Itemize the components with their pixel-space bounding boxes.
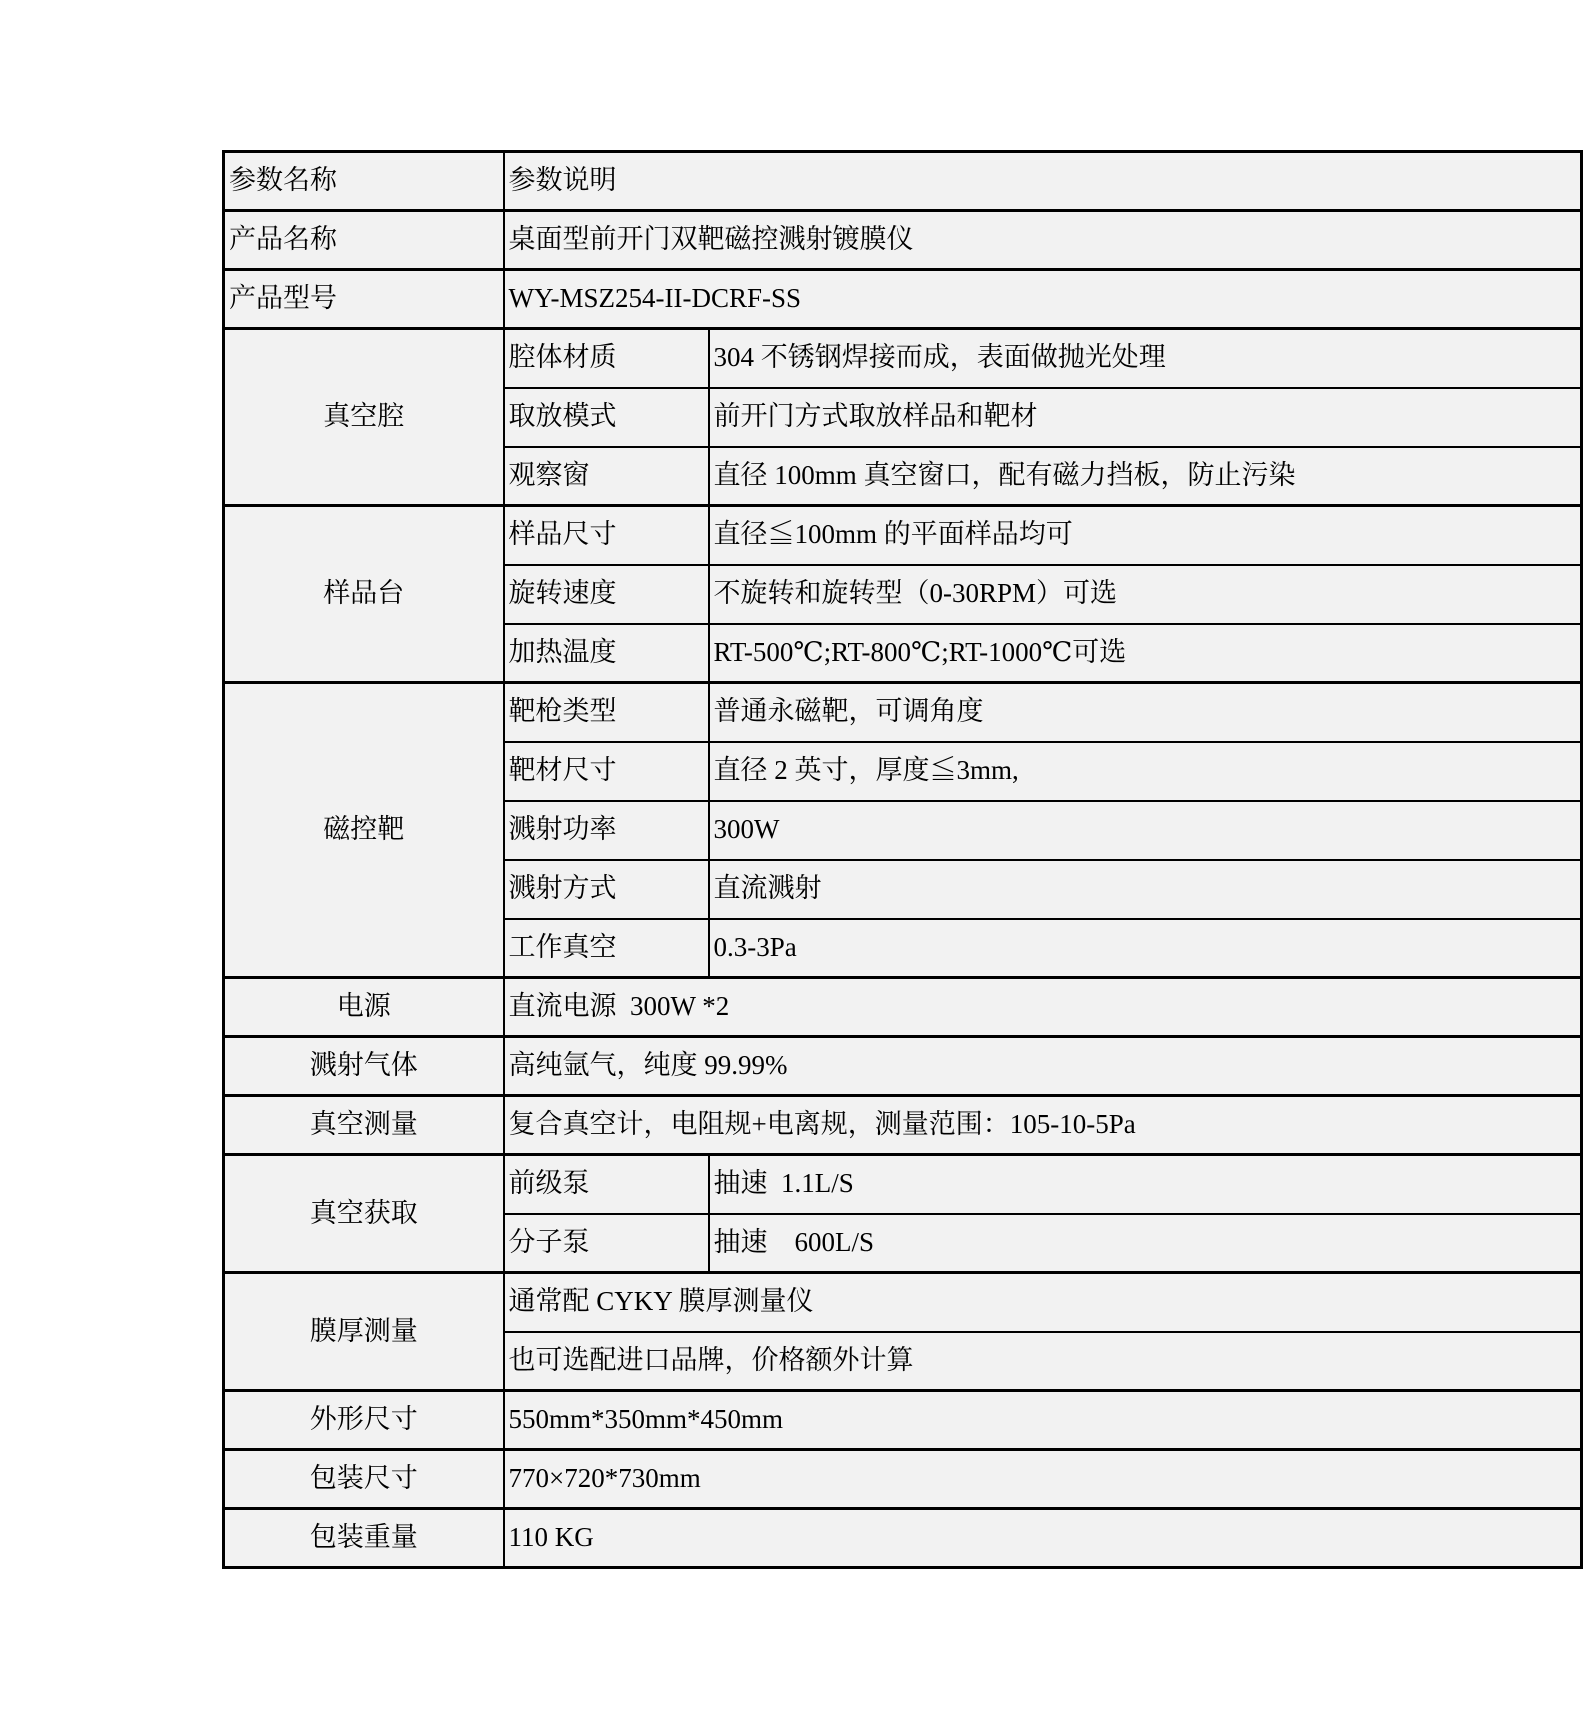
film-thickness-line-1: 也可选配进口品牌，价格额外计算	[504, 1332, 1582, 1391]
table-row	[224, 1509, 1582, 1568]
product-model-label: 产品型号	[224, 270, 504, 329]
vacuum-measurement-value: 复合真空计，电阻规+电离规，测量范围：105-10-5Pa	[504, 1096, 1582, 1155]
table-row	[224, 1273, 1582, 1332]
table-row	[224, 152, 1582, 211]
vacuum-acquisition-desc-1: 抽速 600L/S	[709, 1214, 1582, 1273]
table-row	[224, 329, 1582, 388]
magnetron-target-desc-3: 直流溅射	[709, 860, 1582, 919]
table-row	[224, 1037, 1582, 1096]
vacuum-acquisition-sub-0: 前级泵	[504, 1155, 709, 1214]
sample-stage-sub-0: 样品尺寸	[504, 506, 709, 565]
table-row	[224, 270, 1582, 329]
vacuum-acquisition-sub-1: 分子泵	[504, 1214, 709, 1273]
package-size-label: 包装尺寸	[224, 1450, 504, 1509]
film-thickness-label: 膜厚测量	[224, 1273, 504, 1391]
sample-stage-desc-1: 不旋转和旋转型（0-30RPM）可选	[709, 565, 1582, 624]
vacuum-chamber-sub-0: 腔体材质	[504, 329, 709, 388]
magnetron-target-sub-4: 工作真空	[504, 919, 709, 978]
vacuum-chamber-label: 真空腔	[224, 329, 504, 506]
magnetron-target-label: 磁控靶	[224, 683, 504, 978]
magnetron-target-desc-1: 直径 2 英寸，厚度≦3mm,	[709, 742, 1582, 801]
power-supply-value: 直流电源 300W *2	[504, 978, 1582, 1037]
dimensions-value: 550mm*350mm*450mm	[504, 1391, 1582, 1450]
magnetron-target-sub-3: 溅射方式	[504, 860, 709, 919]
dimensions-label: 外形尺寸	[224, 1391, 504, 1450]
table-row	[224, 978, 1582, 1037]
header-param-desc: 参数说明	[504, 152, 1582, 211]
vacuum-acquisition-desc-0: 抽速 1.1L/S	[709, 1155, 1582, 1214]
header-param-name: 参数名称	[224, 152, 504, 211]
package-weight-label: 包装重量	[224, 1509, 504, 1568]
table-row	[224, 1450, 1582, 1509]
vacuum-chamber-sub-1: 取放模式	[504, 388, 709, 447]
power-supply-label: 电源	[224, 978, 504, 1037]
sample-stage-label: 样品台	[224, 506, 504, 683]
sample-stage-desc-2: RT-500℃;RT-800℃;RT-1000℃可选	[709, 624, 1582, 683]
vacuum-chamber-sub-2: 观察窗	[504, 447, 709, 506]
magnetron-target-sub-2: 溅射功率	[504, 801, 709, 860]
sample-stage-desc-0: 直径≦100mm 的平面样品均可	[709, 506, 1582, 565]
magnetron-target-sub-0: 靶枪类型	[504, 683, 709, 742]
spec-table	[222, 150, 1583, 1569]
sample-stage-sub-1: 旋转速度	[504, 565, 709, 624]
table-row	[224, 683, 1582, 742]
table-row	[224, 1155, 1582, 1214]
table-row	[224, 1096, 1582, 1155]
vacuum-chamber-desc-0: 304 不锈钢焊接而成，表面做抛光处理	[709, 329, 1582, 388]
product-name-label: 产品名称	[224, 211, 504, 270]
package-size-value: 770×720*730mm	[504, 1450, 1582, 1509]
sputtering-gas-value: 高纯氩气，纯度 99.99%	[504, 1037, 1582, 1096]
vacuum-chamber-desc-2: 直径 100mm 真空窗口，配有磁力挡板，防止污染	[709, 447, 1582, 506]
magnetron-target-sub-1: 靶材尺寸	[504, 742, 709, 801]
sample-stage-sub-2: 加热温度	[504, 624, 709, 683]
magnetron-target-desc-4: 0.3-3Pa	[709, 919, 1582, 978]
table-row	[224, 1391, 1582, 1450]
magnetron-target-desc-0: 普通永磁靶，可调角度	[709, 683, 1582, 742]
package-weight-value: 110 KG	[504, 1509, 1582, 1568]
film-thickness-line-0: 通常配 CYKY 膜厚测量仪	[504, 1273, 1582, 1332]
vacuum-acquisition-label: 真空获取	[224, 1155, 504, 1273]
table-row	[224, 211, 1582, 270]
vacuum-chamber-desc-1: 前开门方式取放样品和靶材	[709, 388, 1582, 447]
magnetron-target-desc-2: 300W	[709, 801, 1582, 860]
table-row	[224, 506, 1582, 565]
vacuum-measurement-label: 真空测量	[224, 1096, 504, 1155]
sputtering-gas-label: 溅射气体	[224, 1037, 504, 1096]
product-model-value: WY-MSZ254-II-DCRF-SS	[504, 270, 1582, 329]
product-name-value: 桌面型前开门双靶磁控溅射镀膜仪	[504, 211, 1582, 270]
